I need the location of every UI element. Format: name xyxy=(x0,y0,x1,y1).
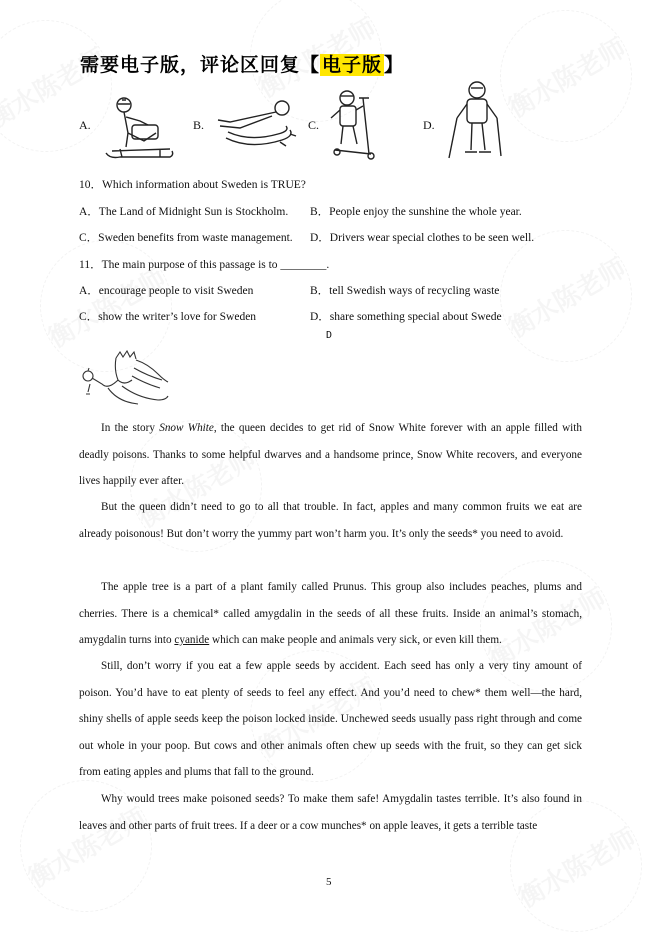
header-banner xyxy=(80,50,404,77)
passage-paragraph-1: In the story Snow White, the queen decides to get rid of Snow White forever with an apple filled with deadly poisons. Thanks to some helpful dwarves and a handsome prince, Snow White recovers, and everyone lives happily ever after. xyxy=(79,422,582,487)
header-highlight: 电子版 xyxy=(322,54,383,76)
page-number: 5 xyxy=(326,876,332,888)
passage-paragraph-2: But the queen didn’t need to go to all that trouble. In fact, apples and many common fruits we eat are already poisonous! But don’t worry the yummy part won’t harm you. It’s only the seeds* you need to avoid. xyxy=(79,501,582,540)
header-suffix: 】 xyxy=(384,54,405,76)
question-11-option-b: B．tell Swedish ways of recycling waste xyxy=(310,285,500,297)
passage-paragraph-4: Still, don’t worry if you eat a few apple seeds by accident. Each seed has only a very tiny amount of poison. You’d have to eat plenty of seeds to feel any effect. And you’d need to chew* them well—the hard, shiny shells of apple seeds keep the poison locked inside. Unchewed seeds usually pass right through and come out whole in your poop. But cows and other animals often chew up seeds with the fruit, so they can get sick from eating apples and plums that fall to the ground. xyxy=(79,660,582,778)
passage-paragraph-5: Why would trees make poisoned seeds? To make them safe! Amygdalin tastes terrible. It’s also found in leaves and other parts of fruit trees. If a deer or a cow munches* on apple leaves, it gets a terrible taste xyxy=(79,793,582,832)
queen-with-apple-icon xyxy=(78,350,170,410)
passage-paragraph-3: The apple tree is a part of a plant family called Prunus. This group also includes peaches, plums and cherries. There is a chemical* called amygdalin in the seeds of all these fruits. Inside an animal’s stomach, amygdalin turns into cyanide which can make people and animals very sick, or even kill them. xyxy=(79,581,582,646)
skier-icon xyxy=(445,78,510,168)
picture-label-b: B. xyxy=(193,118,205,132)
question-10-option-d: D．Drivers wear special clothes to be seen well. xyxy=(310,232,535,244)
question-10-option-b: B．People enjoy the sunshine the whole year. xyxy=(310,206,522,218)
header-prefix: 需要电子版，评论区回复【 xyxy=(80,54,321,76)
question-11-option-a: A．encourage people to visit Sweden xyxy=(79,285,254,297)
question-10-option-a: A．The Land of Midnight Sun is Stockholm. xyxy=(79,206,289,218)
picture-label-d: D. xyxy=(423,118,435,132)
picture-label-c: C. xyxy=(308,118,320,132)
question-10-stem: 10．Which information about Sweden is TRUE? xyxy=(79,179,306,191)
question-11-stem: 11．The main purpose of this passage is to ________. xyxy=(79,259,330,271)
picture-label-a: A. xyxy=(79,118,91,132)
question-11-option-d: D．share something special about Swede xyxy=(310,311,502,323)
question-10-option-c: C．Sweden benefits from waste management. xyxy=(79,232,293,244)
underlined-word-cyanide: cyanide xyxy=(174,634,210,646)
scooter-rider-icon xyxy=(325,88,385,163)
sled-rider-icon xyxy=(100,95,175,165)
question-11-option-c: C．show the writer’s love for Sweden xyxy=(79,311,257,323)
luge-rider-icon xyxy=(210,98,300,153)
section-mark: D xyxy=(326,330,333,341)
